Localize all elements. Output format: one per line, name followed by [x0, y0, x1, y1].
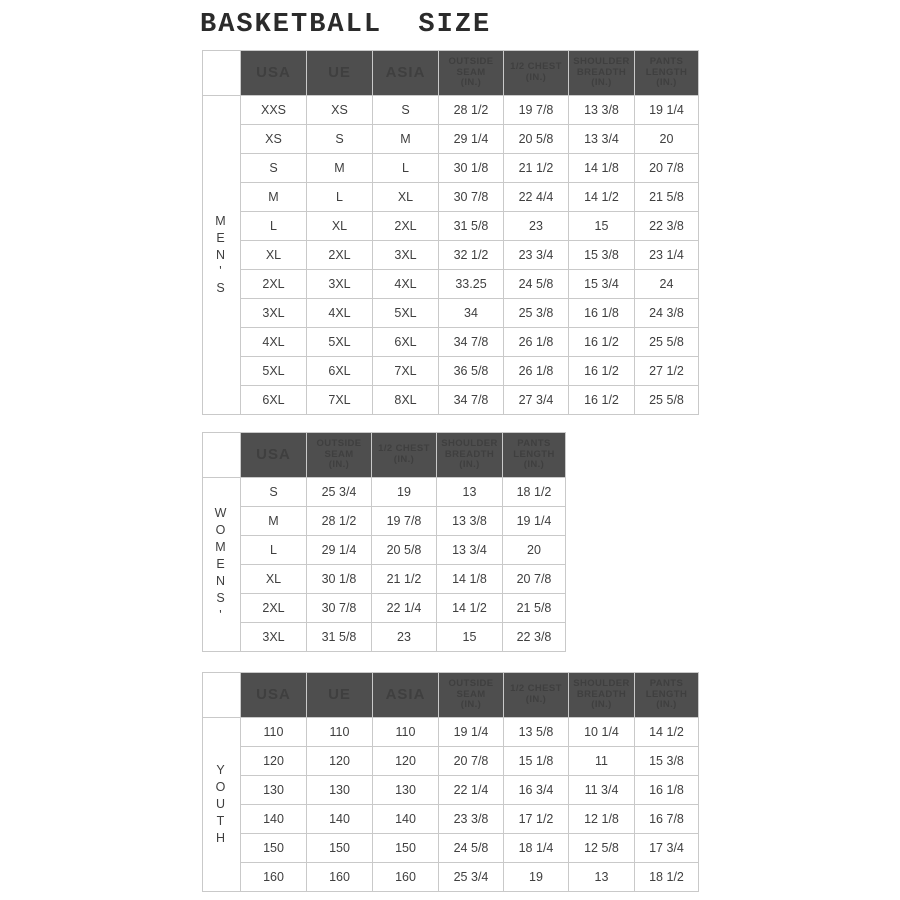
table-row	[203, 183, 699, 212]
cell-ue: 4XL	[307, 299, 373, 328]
section-label-mens	[203, 96, 241, 415]
cell-shoulder-breadth: 15 3/4	[569, 270, 635, 299]
cell-half-chest: 27 3/4	[504, 386, 569, 415]
cell-half-chest: 23	[372, 623, 437, 652]
column-header-usa	[241, 433, 307, 478]
cell-half-chest: 22 1/4	[372, 594, 437, 623]
column-header-half-chest	[372, 433, 437, 478]
cell-pants-length: 16 7/8	[635, 805, 699, 834]
cell-ue: M	[307, 154, 373, 183]
cell-ue: 140	[307, 805, 373, 834]
cell-half-chest: 19 7/8	[504, 96, 569, 125]
cell-outside-seam: 30 1/8	[439, 154, 504, 183]
cell-ue: 5XL	[307, 328, 373, 357]
column-header-half-chest-unit: (IN.)	[393, 454, 415, 465]
column-header-asia-label: ASIA	[385, 685, 426, 703]
cell-usa: L	[241, 536, 307, 565]
cell-asia: 120	[373, 747, 439, 776]
table-row	[203, 299, 699, 328]
cell-half-chest: 23 3/4	[504, 241, 569, 270]
column-header-shoulder-breadth-unit: (IN.)	[591, 699, 612, 711]
cell-shoulder-breadth: 13 3/8	[569, 96, 635, 125]
cell-half-chest: 13 5/8	[504, 718, 569, 747]
cell-outside-seam: 30 7/8	[439, 183, 504, 212]
column-header-half-chest-label: 1/2 CHEST	[510, 683, 562, 695]
mens-size-table	[202, 50, 699, 415]
section-label-youth	[203, 718, 241, 892]
cell-ue: XL	[307, 212, 373, 241]
cell-asia: 110	[373, 718, 439, 747]
cell-ue: 130	[307, 776, 373, 805]
column-header-outside-seam	[307, 433, 372, 478]
column-header-half-chest-unit: (IN.)	[525, 694, 547, 705]
column-header-ue-label: UE	[328, 685, 351, 703]
cell-ue: 110	[307, 718, 373, 747]
cell-pants-length: 25 5/8	[635, 386, 699, 415]
cell-shoulder-breadth: 16 1/2	[569, 328, 635, 357]
cell-ue: 3XL	[307, 270, 373, 299]
cell-shoulder-breadth: 13 3/8	[437, 507, 503, 536]
cell-asia: M	[373, 125, 439, 154]
column-header-pants-length-unit: (IN.)	[656, 699, 677, 711]
table-row	[203, 834, 699, 863]
cell-half-chest: 22 4/4	[504, 183, 569, 212]
cell-outside-seam: 20 7/8	[439, 747, 504, 776]
cell-usa: 4XL	[241, 328, 307, 357]
cell-half-chest: 26 1/8	[504, 357, 569, 386]
cell-ue: 7XL	[307, 386, 373, 415]
cell-pants-length: 20	[503, 536, 566, 565]
cell-shoulder-breadth: 15 3/8	[569, 241, 635, 270]
cell-pants-length: 18 1/2	[503, 478, 566, 507]
cell-asia: 3XL	[373, 241, 439, 270]
cell-ue: L	[307, 183, 373, 212]
column-header-pants-length	[503, 433, 566, 478]
cell-asia: 160	[373, 863, 439, 892]
section-label-char: Y O U T H	[215, 763, 228, 845]
womens-table-head	[203, 433, 566, 478]
cell-shoulder-breadth: 16 1/8	[569, 299, 635, 328]
table-row	[203, 594, 566, 623]
cell-ue: 6XL	[307, 357, 373, 386]
cell-outside-seam: 31 5/8	[307, 623, 372, 652]
cell-usa: 5XL	[241, 357, 307, 386]
womens-table-body	[203, 478, 566, 652]
cell-usa: 140	[241, 805, 307, 834]
column-header-ue	[307, 673, 373, 718]
cell-pants-length: 24	[635, 270, 699, 299]
cell-half-chest: 25 3/8	[504, 299, 569, 328]
cell-pants-length: 21 5/8	[503, 594, 566, 623]
cell-outside-seam: 30 7/8	[307, 594, 372, 623]
cell-asia: 5XL	[373, 299, 439, 328]
cell-shoulder-breadth: 13 3/4	[569, 125, 635, 154]
column-header-pants-length-label: PANTS LENGTH	[645, 56, 688, 78]
cell-pants-length: 15 3/8	[635, 747, 699, 776]
cell-asia: 7XL	[373, 357, 439, 386]
cell-outside-seam: 32 1/2	[439, 241, 504, 270]
cell-pants-length: 25 5/8	[635, 328, 699, 357]
cell-half-chest: 24 5/8	[504, 270, 569, 299]
cell-usa: 150	[241, 834, 307, 863]
column-header-outside-seam-label: OUTSIDE SEAM	[448, 678, 494, 700]
column-header-outside-seam-unit: (IN.)	[460, 699, 482, 711]
cell-shoulder-breadth: 13	[437, 478, 503, 507]
cell-usa: 130	[241, 776, 307, 805]
column-header-usa	[241, 673, 307, 718]
column-header-half-chest	[504, 51, 569, 96]
cell-ue: XS	[307, 96, 373, 125]
table-row	[203, 328, 699, 357]
cell-asia: 8XL	[373, 386, 439, 415]
cell-pants-length: 23 1/4	[635, 241, 699, 270]
cell-half-chest: 19	[372, 478, 437, 507]
column-header-pants-length-label: PANTS LENGTH	[513, 438, 555, 460]
section-label-char: M E N ' S	[215, 213, 228, 296]
table-row	[203, 507, 566, 536]
table-row	[203, 718, 699, 747]
cell-outside-seam: 28 1/2	[439, 96, 504, 125]
womens-size-table	[202, 432, 566, 652]
column-header-half-chest-label: 1/2 CHEST	[378, 443, 430, 455]
column-header-pants-length	[635, 51, 699, 96]
table-row	[203, 386, 699, 415]
cell-half-chest: 17 1/2	[504, 805, 569, 834]
cell-ue: 2XL	[307, 241, 373, 270]
column-header-usa	[241, 51, 307, 96]
cell-asia: 140	[373, 805, 439, 834]
cell-pants-length: 22 3/8	[635, 212, 699, 241]
cell-pants-length: 20 7/8	[503, 565, 566, 594]
cell-usa: XS	[241, 125, 307, 154]
column-header-pants-length-label: PANTS LENGTH	[645, 678, 688, 700]
cell-shoulder-breadth: 13	[569, 863, 635, 892]
table-row	[203, 623, 566, 652]
table-corner-cell	[203, 433, 241, 478]
cell-pants-length: 20 7/8	[635, 154, 699, 183]
column-header-half-chest-label: 1/2 CHEST	[510, 61, 562, 73]
column-header-ue	[307, 51, 373, 96]
column-header-outside-seam	[439, 51, 504, 96]
column-header-half-chest-unit: (IN.)	[525, 72, 547, 83]
cell-shoulder-breadth: 13 3/4	[437, 536, 503, 565]
column-header-shoulder-breadth	[569, 51, 635, 96]
column-header-asia	[373, 51, 439, 96]
cell-shoulder-breadth: 12 1/8	[569, 805, 635, 834]
cell-usa: 6XL	[241, 386, 307, 415]
cell-shoulder-breadth: 15	[569, 212, 635, 241]
column-header-shoulder-breadth-unit: (IN.)	[459, 459, 480, 471]
column-header-usa-label: USA	[256, 445, 291, 463]
mens-table-body	[203, 96, 699, 415]
cell-outside-seam: 34 7/8	[439, 328, 504, 357]
cell-asia: 130	[373, 776, 439, 805]
column-header-shoulder-breadth-unit: (IN.)	[591, 77, 612, 89]
table-row	[203, 154, 699, 183]
cell-outside-seam: 29 1/4	[307, 536, 372, 565]
cell-outside-seam: 25 3/4	[439, 863, 504, 892]
cell-half-chest: 16 3/4	[504, 776, 569, 805]
cell-half-chest: 15 1/8	[504, 747, 569, 776]
cell-outside-seam: 19 1/4	[439, 718, 504, 747]
page-title: BASKETBALL SIZE	[200, 10, 492, 40]
cell-pants-length: 20	[635, 125, 699, 154]
cell-shoulder-breadth: 10 1/4	[569, 718, 635, 747]
column-header-pants-length	[635, 673, 699, 718]
cell-usa: M	[241, 183, 307, 212]
cell-half-chest: 19	[504, 863, 569, 892]
cell-pants-length: 19 1/4	[635, 96, 699, 125]
cell-outside-seam: 23 3/8	[439, 805, 504, 834]
womens-size-table-wrap	[202, 432, 566, 652]
cell-shoulder-breadth: 15	[437, 623, 503, 652]
cell-usa: XXS	[241, 96, 307, 125]
column-header-outside-seam-unit: (IN.)	[460, 77, 482, 89]
table-row	[203, 270, 699, 299]
column-header-outside-seam-label: OUTSIDE SEAM	[316, 438, 362, 460]
column-header-asia	[373, 673, 439, 718]
cell-pants-length: 18 1/2	[635, 863, 699, 892]
cell-outside-seam: 25 3/4	[307, 478, 372, 507]
cell-outside-seam: 29 1/4	[439, 125, 504, 154]
cell-pants-length: 16 1/8	[635, 776, 699, 805]
youth-size-table	[202, 672, 699, 892]
cell-outside-seam: 34	[439, 299, 504, 328]
table-row	[203, 863, 699, 892]
column-header-outside-seam-label: OUTSIDE SEAM	[448, 56, 494, 78]
cell-usa: XL	[241, 565, 307, 594]
cell-asia: XL	[373, 183, 439, 212]
cell-pants-length: 22 3/8	[503, 623, 566, 652]
cell-half-chest: 20 5/8	[372, 536, 437, 565]
cell-shoulder-breadth: 14 1/2	[569, 183, 635, 212]
column-header-asia-label: ASIA	[385, 63, 426, 81]
column-header-shoulder-breadth	[437, 433, 503, 478]
column-header-shoulder-breadth-label: SHOULDER BREADTH	[441, 438, 498, 460]
cell-outside-seam: 31 5/8	[439, 212, 504, 241]
table-row	[203, 565, 566, 594]
cell-ue: 150	[307, 834, 373, 863]
cell-asia: S	[373, 96, 439, 125]
cell-outside-seam: 28 1/2	[307, 507, 372, 536]
youth-size-table-wrap	[202, 672, 699, 892]
cell-shoulder-breadth: 12 5/8	[569, 834, 635, 863]
cell-usa: S	[241, 478, 307, 507]
cell-shoulder-breadth: 16 1/2	[569, 386, 635, 415]
table-row	[203, 96, 699, 125]
youth-table-head	[203, 673, 699, 718]
cell-outside-seam: 24 5/8	[439, 834, 504, 863]
cell-asia: 150	[373, 834, 439, 863]
table-row	[203, 747, 699, 776]
column-header-usa-label: USA	[256, 685, 291, 703]
table-row	[203, 776, 699, 805]
cell-pants-length: 24 3/8	[635, 299, 699, 328]
cell-ue: 120	[307, 747, 373, 776]
column-header-shoulder-breadth	[569, 673, 635, 718]
cell-pants-length: 27 1/2	[635, 357, 699, 386]
table-row	[203, 478, 566, 507]
cell-usa: 160	[241, 863, 307, 892]
cell-ue: S	[307, 125, 373, 154]
cell-asia: 2XL	[373, 212, 439, 241]
column-header-pants-length-unit: (IN.)	[656, 77, 677, 89]
column-header-ue-label: UE	[328, 63, 351, 81]
table-row	[203, 357, 699, 386]
mens-size-table-wrap	[202, 50, 699, 415]
cell-asia: 6XL	[373, 328, 439, 357]
column-header-pants-length-unit: (IN.)	[523, 459, 545, 471]
cell-shoulder-breadth: 16 1/2	[569, 357, 635, 386]
cell-outside-seam: 33.25	[439, 270, 504, 299]
table-corner-cell	[203, 673, 241, 718]
cell-outside-seam: 34 7/8	[439, 386, 504, 415]
cell-outside-seam: 36 5/8	[439, 357, 504, 386]
cell-shoulder-breadth: 11 3/4	[569, 776, 635, 805]
cell-usa: 2XL	[241, 594, 307, 623]
cell-pants-length: 17 3/4	[635, 834, 699, 863]
table-row	[203, 805, 699, 834]
column-header-outside-seam-unit: (IN.)	[328, 459, 350, 471]
column-header-usa-label: USA	[256, 63, 291, 81]
cell-pants-length: 21 5/8	[635, 183, 699, 212]
cell-shoulder-breadth: 14 1/8	[569, 154, 635, 183]
table-row	[203, 241, 699, 270]
table-row	[203, 536, 566, 565]
cell-usa: 2XL	[241, 270, 307, 299]
cell-usa: 120	[241, 747, 307, 776]
cell-usa: 3XL	[241, 299, 307, 328]
cell-usa: XL	[241, 241, 307, 270]
cell-half-chest: 20 5/8	[504, 125, 569, 154]
cell-pants-length: 14 1/2	[635, 718, 699, 747]
column-header-half-chest	[504, 673, 569, 718]
cell-usa: M	[241, 507, 307, 536]
cell-pants-length: 19 1/4	[503, 507, 566, 536]
column-header-outside-seam	[439, 673, 504, 718]
column-header-shoulder-breadth-label: SHOULDER BREADTH	[573, 56, 630, 78]
column-header-shoulder-breadth-label: SHOULDER BREADTH	[573, 678, 630, 700]
cell-usa: S	[241, 154, 307, 183]
youth-table-body	[203, 718, 699, 892]
table-row	[203, 212, 699, 241]
cell-asia: 4XL	[373, 270, 439, 299]
cell-half-chest: 23	[504, 212, 569, 241]
section-label-char: W O M E N S '	[214, 506, 229, 622]
cell-half-chest: 19 7/8	[372, 507, 437, 536]
cell-usa: L	[241, 212, 307, 241]
cell-half-chest: 26 1/8	[504, 328, 569, 357]
cell-shoulder-breadth: 14 1/2	[437, 594, 503, 623]
table-row	[203, 125, 699, 154]
cell-usa: 3XL	[241, 623, 307, 652]
cell-half-chest: 21 1/2	[372, 565, 437, 594]
cell-half-chest: 18 1/4	[504, 834, 569, 863]
cell-ue: 160	[307, 863, 373, 892]
section-label-womens	[203, 478, 241, 652]
cell-half-chest: 21 1/2	[504, 154, 569, 183]
cell-shoulder-breadth: 14 1/8	[437, 565, 503, 594]
cell-outside-seam: 30 1/8	[307, 565, 372, 594]
table-corner-cell	[203, 51, 241, 96]
cell-asia: L	[373, 154, 439, 183]
mens-table-head	[203, 51, 699, 96]
cell-shoulder-breadth: 11	[569, 747, 635, 776]
cell-usa: 110	[241, 718, 307, 747]
cell-outside-seam: 22 1/4	[439, 776, 504, 805]
